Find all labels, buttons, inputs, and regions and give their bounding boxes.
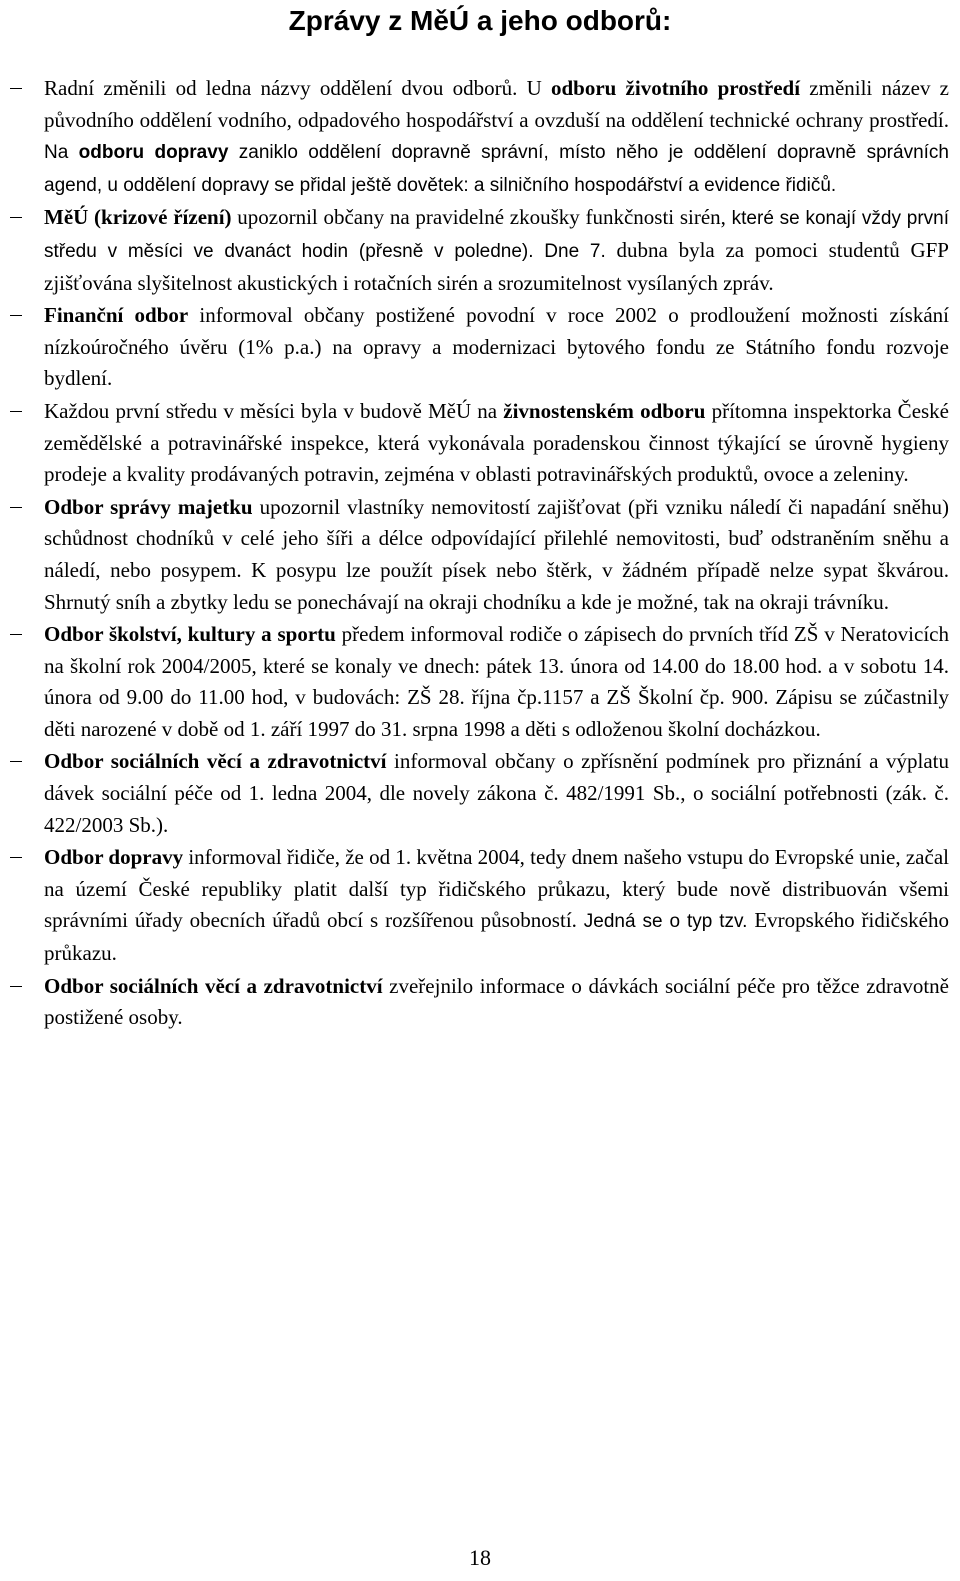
page-title: Zprávy z MěÚ a jeho odborů: (288, 5, 672, 36)
list-item (0, 842, 960, 969)
bold-text-segment: Odbor správy majetku (44, 494, 253, 519)
text-segment: upozornil vlastníky nemovitostí zajišťovat (při vzniku náledí či napadání sněhu) schůdnost chodníků v celé jeho šíři a délce odpovídající přilehlé nemovitosti, buď odstraněním sněhu a náledí, nebo posypem. K posypu lze použít písek nebo štěrk, v žádném případě nelze sypat škvárou. Shrnutý sníh a zbytky ledu se ponechávají na okraji chodníku a kde je možné, tak na okraji trávníku. (44, 494, 949, 614)
text-segment: dubna byla za pomoci studentů GFP zjišťována slyšitelnost akustických i rotačních sirén a srozumitelnost vysílaných zpráv. (44, 237, 949, 295)
list-item (0, 202, 960, 299)
text-segment: informoval řidiče, že od 1. května 2004, tedy dnem našeho vstupu do Evropské unie, začal na území České republiky platit další typ řidičského průkazu, který bude nově distribuován všemi správními úřady obecních úřadů obcí s rozšířenou působností. (44, 845, 949, 933)
list-item (0, 619, 960, 745)
text-segment: Jedná se o typ tzv. (583, 911, 755, 933)
text-segment: Radní změnili od ledna názvy oddělení dvou odborů. U (44, 76, 551, 100)
bold-text-segment: odboru dopravy (78, 142, 229, 164)
list-item (0, 300, 960, 395)
text-segment: Na (44, 142, 79, 164)
text-segment: Každou první středu v měsíci byla v budově MěÚ na (44, 398, 504, 423)
announcement-list (0, 73, 960, 1035)
bold-text-segment: odboru životního prostředí (550, 76, 801, 100)
text-segment: Evropského řidičského průkazu. (44, 908, 949, 966)
list-item (0, 971, 960, 1034)
dash-bullet-icon (10, 857, 22, 858)
text-segment: předem informoval rodiče o zápisech do prvních tříd ZŠ v Neratovicích na školní rok 2004/2005, které se konaly ve dnech: pátek 13. února od 14.00 do 18.00 hod. a v sobotu 14. února od 9.00 do 11.00 hod, v budovách: ZŠ 28. října čp.1157 a ZŠ Školní čp. 900. Zápisu se zúčastnily děti narozené v době od 1. září 1997 do 31. srpna 1998 a děti s odloženou školní docházkou. (44, 622, 949, 741)
text-segment: přítomna inspektorka České zemědělské a potravinářské inspekce, která vykonávala poradenskou činnost týkající se úrovně hygieny prodeje a kvality prodávaných potravin, zejména v oblasti potravinářských produktů, ovoce a zeleniny. (44, 398, 950, 487)
text-segment: změnili název z původního oddělení vodního, odpadového hospodářství a ovzduší na oddělení technické ochrany prostředí. (44, 76, 949, 132)
dash-bullet-icon (10, 217, 22, 218)
text-segment: upozornil občany na pravidelné zkoušky funkčnosti sirén, (231, 205, 732, 230)
dash-bullet-icon (10, 315, 22, 316)
text-segment: informoval občany o zpřísnění podmínek pro přiznání a výplatu dávek sociální péče od 1. ledna 2004, dle novely zákona č. 482/1991 Sb., o sociální potřebnosti (zák. č. 422/2003 Sb.). (44, 749, 949, 837)
text-segment: které se konají vždy první středu v měsíci ve dvanáct hodin (přesně v poledne). Dne 7. (44, 208, 949, 262)
page-number: 18 (469, 1545, 491, 1570)
text-segment: zaniklo oddělení dopravně správní, místo něho je oddělení dopravně správních agend, u oddělení dopravy se přidal ještě dovětek: a silničního hospodářství a evidence řidičů. (44, 142, 949, 196)
list-item (0, 73, 960, 201)
bold-text-segment: Odbor školství, kultury a sportu (44, 622, 336, 647)
bold-text-segment: Finanční odbor (44, 303, 189, 328)
dash-bullet-icon (10, 411, 22, 412)
bold-text-segment: živnostenském odboru (503, 398, 706, 423)
bold-text-segment: MěÚ (krizové řízení) (44, 205, 232, 230)
dash-bullet-icon (10, 88, 22, 89)
list-item (0, 746, 960, 841)
dash-bullet-icon (10, 761, 22, 762)
dash-bullet-icon (10, 986, 22, 987)
text-segment: zveřejnilo informace o dávkách sociální péče pro těžce zdravotně postižené osoby. (44, 973, 949, 1030)
list-item (0, 492, 960, 618)
dash-bullet-icon (10, 507, 22, 508)
dash-bullet-icon (10, 634, 22, 635)
bold-text-segment: Odbor dopravy (44, 845, 184, 870)
list-item (0, 396, 960, 491)
bold-text-segment: Odbor sociálních věcí a zdravotnictví (44, 749, 387, 774)
text-segment: informoval občany postižené povodní v roce 2002 o prodloužení možnosti získání nízkoúročného úvěru (1% p.a.) na opravy a modernizaci bytového fondu ze Státního fondu rozvoje bydlení. (44, 303, 949, 391)
bold-text-segment: Odbor sociálních věcí a zdravotnictví (44, 973, 383, 998)
